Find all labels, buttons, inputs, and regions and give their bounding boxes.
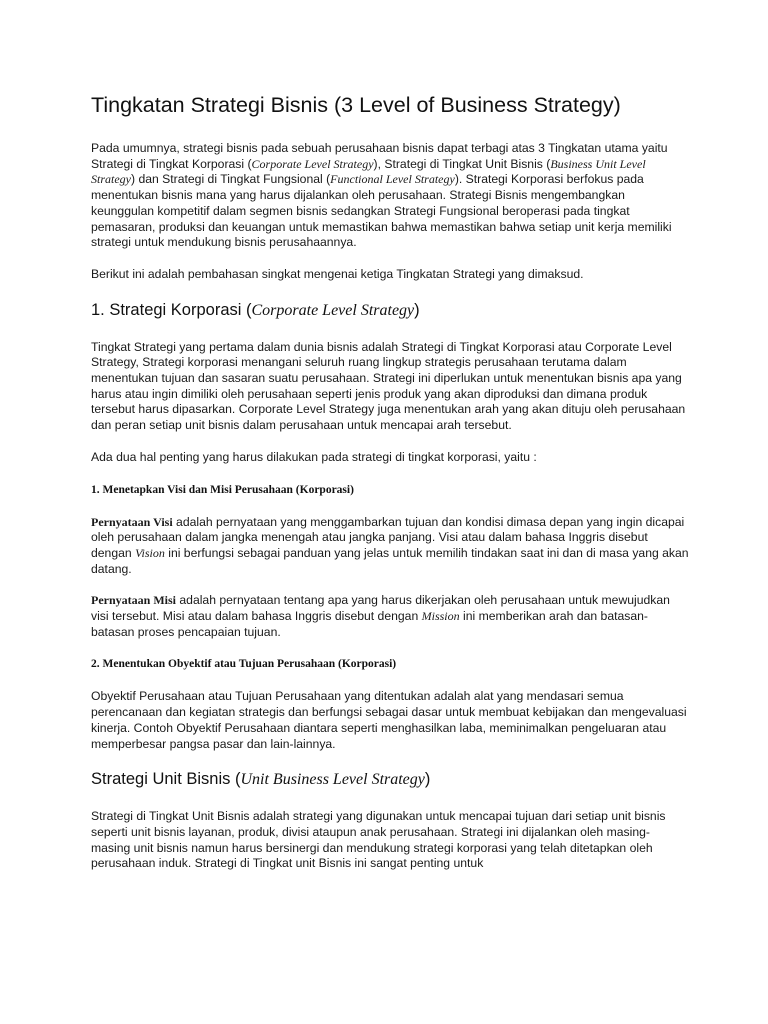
- obyektif-paragraph: Obyektif Perusahaan atau Tujuan Perusahaan yang ditentukan adalah alat yang mendasari semua perencanaan dan kegiatan strategis dan berfungsi sebagai dasar untuk membuat kebijakan dan mengevaluasi kinerja. Contoh Obyektif Perusahaan diantara seperti menghasilkan laba, meminimalkan pengeluaran atau memperbesar pangsa pasar dan lain-lainnya.: [91, 689, 687, 751]
- intro-text-3: ) dan Strategi di Tingkat Fungsional (: [131, 172, 331, 187]
- section-1-heading-italic: Corporate Level Strategy: [251, 301, 415, 319]
- document-title: Tingkatan Strategi Bisnis (3 Level of Business Strategy): [91, 93, 621, 117]
- intro-italic-corporate: Corporate Level Strategy: [251, 156, 374, 171]
- section-2-heading-prefix: Strategi Unit Bisnis (: [91, 770, 241, 789]
- section-1-paragraph-2: Ada dua hal penting yang harus dilakukan pada strategi di tingkat korporasi, yaitu :: [91, 449, 537, 464]
- section-2-heading: [91, 768, 689, 791]
- section-1-heading-suffix: ): [414, 300, 420, 319]
- intro-paragraph: [91, 141, 689, 251]
- intro-italic-business-unit: Business Unit Level Strategy: [91, 156, 646, 187]
- document-body: [91, 92, 689, 888]
- intro-text-2: ), Strategi di Tingkat Unit Bisnis (: [373, 156, 551, 171]
- misi-italic: Mission: [421, 609, 460, 624]
- misi-text-2: ini memberikan arah dan batasan-batasan proses pencapaian tujuan.: [91, 609, 648, 639]
- section-2-paragraph-1: Strategi di Tingkat Unit Bisnis adalah strategi yang digunakan untuk mencapai tujuan dari setiap unit bisnis seperti unit bisnis layanan, produk, divisi ataupun anak perusahaan. Strategi ini dijalankan oleh masing-masing unit bisnis namun harus bersinergi dan mendukung strategi korporasi yang telah ditetapkan oleh perusahaan induk. Strategi di Tingkat unit Bisnis ini sangat penting untuk: [91, 809, 666, 871]
- section-1-heading-prefix: 1. Strategi Korporasi (: [91, 300, 252, 319]
- intro-paragraph-2: Berikut ini adalah pembahasan singkat mengenai ketiga Tingkatan Strategi yang dimaksud.: [91, 266, 584, 281]
- visi-paragraph: [91, 515, 689, 578]
- misi-text-1: adalah pernyataan tentang apa yang harus dikerjakan oleh perusahaan untuk mewujudkan visi tersebut. Misi atau dalam bahasa Inggris disebut dengan: [91, 593, 670, 624]
- intro-text-4: ). Strategi Korporasi berfokus pada menentukan bisnis mana yang harus dijalankan oleh perusahaan. Strategi Bisnis mengembangkan keunggulan kompetitif dalam segmen bisnis sedangkan Strategi Fungsional beroperasi pada tingkat pemasaran, produksi dan keuangan untuk memastikan bahwa memastikan bahwa setiap unit kerja memiliki strategi untuk mendukung bisnis perusahaannya.: [91, 172, 672, 250]
- visi-italic: Vision: [135, 545, 165, 560]
- section-2-heading-suffix: ): [424, 770, 431, 789]
- subsection-1-heading: 1. Menetapkan Visi dan Misi Perusahaan (Korporasi): [91, 483, 354, 496]
- visi-text-2: ini berfungsi sebagai panduan yang jelas untuk memilih tindakan saat ini dan di masa yang akan datang.: [91, 545, 689, 576]
- visi-text-1: adalah pernyataan yang menggambarkan tujuan dan kondisi dimasa depan yang ingin dicapai oleh perusahaan dalam jangka menengah atau jangka panjang. Visi atau dalam bahasa Inggris disebut dengan: [91, 514, 685, 560]
- visi-term: Pernyataan Visi: [91, 514, 173, 529]
- intro-text-1: Pada umumnya, strategi bisnis pada sebuah perusahaan bisnis dapat terbagi atas 3 Tingkatan utama yaitu Strategi di Tingkat Korporasi (: [91, 141, 668, 171]
- misi-paragraph: [91, 593, 689, 640]
- section-1-heading: [91, 299, 689, 322]
- section-1-paragraph-1: Tingkat Strategi yang pertama dalam dunia bisnis adalah Strategi di Tingkat Korporasi atau Corporate Level Strategy, Strategi korporasi menangani seluruh ruang lingkup strategis perusahaan terutama dalam menentukan tujuan dan sasaran suatu perusahaan. Strategi ini diperlukan untuk menentukan bisnis apa yang harus atau ingin dimiliki oleh perusahaan seperti jenis produk yang akan diproduksi dan dimana produk tersebut harus dipasarkan. Corporate Level Strategy juga menentukan arah yang akan dituju oleh perusahaan dan peran setiap unit bisnis dalam perusahaan untuk mencapai arah tersebut.: [91, 339, 686, 433]
- misi-term: Pernyataan Misi: [91, 593, 176, 608]
- section-2-heading-italic: Unit Business Level Strategy: [240, 771, 425, 789]
- subsection-2-heading: 2. Menentukan Obyektif atau Tujuan Perusahaan (Korporasi): [91, 658, 397, 671]
- intro-italic-functional: Functional Level Strategy: [330, 172, 455, 187]
